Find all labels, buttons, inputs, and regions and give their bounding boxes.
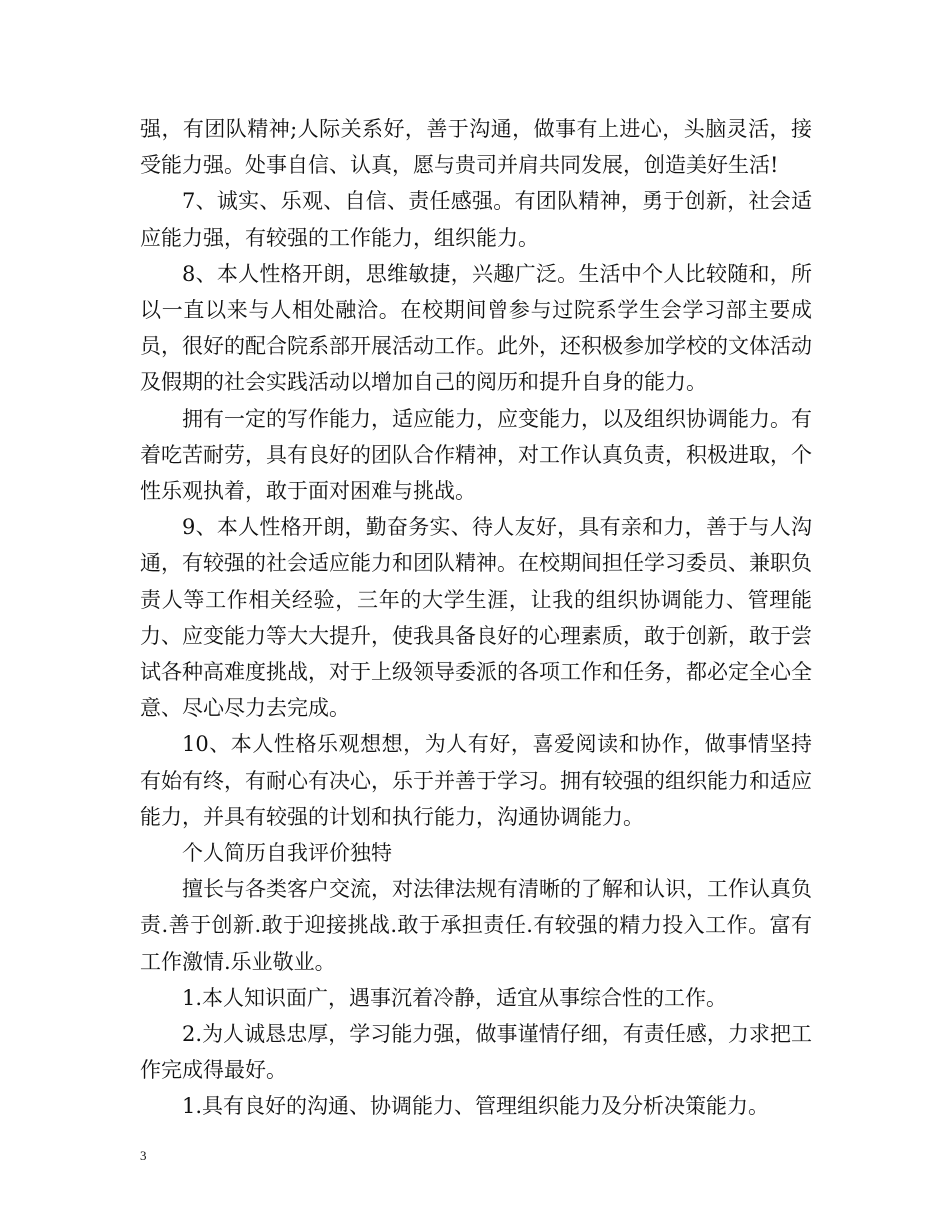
paragraph-1: 强，有团队精神;人际关系好，善于沟通，做事有上进心，头脑灵活，接受能力强。处事自信、认真，愿与贵司并肩共同发展，创造美好生活!	[140, 117, 812, 178]
paragraph-5: 9、本人性格开朗，勤奋务实、待人友好，具有亲和力，善于与人沟通，有较强的社会适应能力和团队精神。在校期间担任学习委员、兼职负责人等工作相关经验，三年的大学生涯，让我的组织协调能力、管理能力、应变能力等大大提升，使我具备良好的心理素质，敢于创新，敢于尝试各种高难度挑战，对于上级领导委派的各项工作和任务，都必定全心全意、尽心尽力去完成。	[140, 515, 812, 721]
paragraph-2: 7、诚实、乐观、自信、责任感强。有团队精神，勇于创新，社会适应能力强，有较强的工作能力，组织能力。	[140, 189, 812, 250]
paragraph-6: 10、本人性格乐观想想，为人有好，喜爱阅读和协作，做事情坚持有始有终，有耐心有决心，乐于并善于学习。拥有较强的组织能力和适应能力，并具有较强的计划和执行能力，沟通协调能力。	[140, 732, 812, 829]
section-heading: 个人简历自我评价独特	[182, 841, 392, 866]
list-item-1: 1.本人知识面广，遇事沉着冷静，适宜从事综合性的工作。	[182, 985, 728, 1010]
page-number: 3	[140, 1148, 147, 1163]
paragraph-4: 拥有一定的写作能力，适应能力，应变能力，以及组织协调能力。有着吃苦耐劳，具有良好的团队合作精神，对工作认真负责，积极进取，个性乐观执着，敢于面对困难与挑战。	[140, 406, 812, 504]
list-item-3: 1.具有良好的沟通、协调能力、管理组织能力及分析决策能力。	[182, 1094, 770, 1119]
paragraph-7: 擅长与各类客户交流，对法律法规有清晰的了解和认识，工作认真负责.善于创新.敢于迎接挑战.敢于承担责任.有较强的精力投入工作。富有工作激情.乐业敬业。	[140, 877, 812, 974]
document-body	[140, 111, 812, 1125]
list-item-2: 2.为人诚恳忠厚，学习能力强，做事谨情仔细，有责任感，力求把工作完成得最好。	[140, 1022, 812, 1083]
paragraph-3: 8、本人性格开朗，思维敏捷，兴趣广泛。生活中个人比较随和，所以一直以来与人相处融洽。在校期间曾参与过院系学生会学习部主要成员，很好的配合院系部开展活动工作。此外，还积极参加学校的文体活动及假期的社会实践活动以增加自己的阅历和提升自身的能力。	[140, 261, 812, 395]
